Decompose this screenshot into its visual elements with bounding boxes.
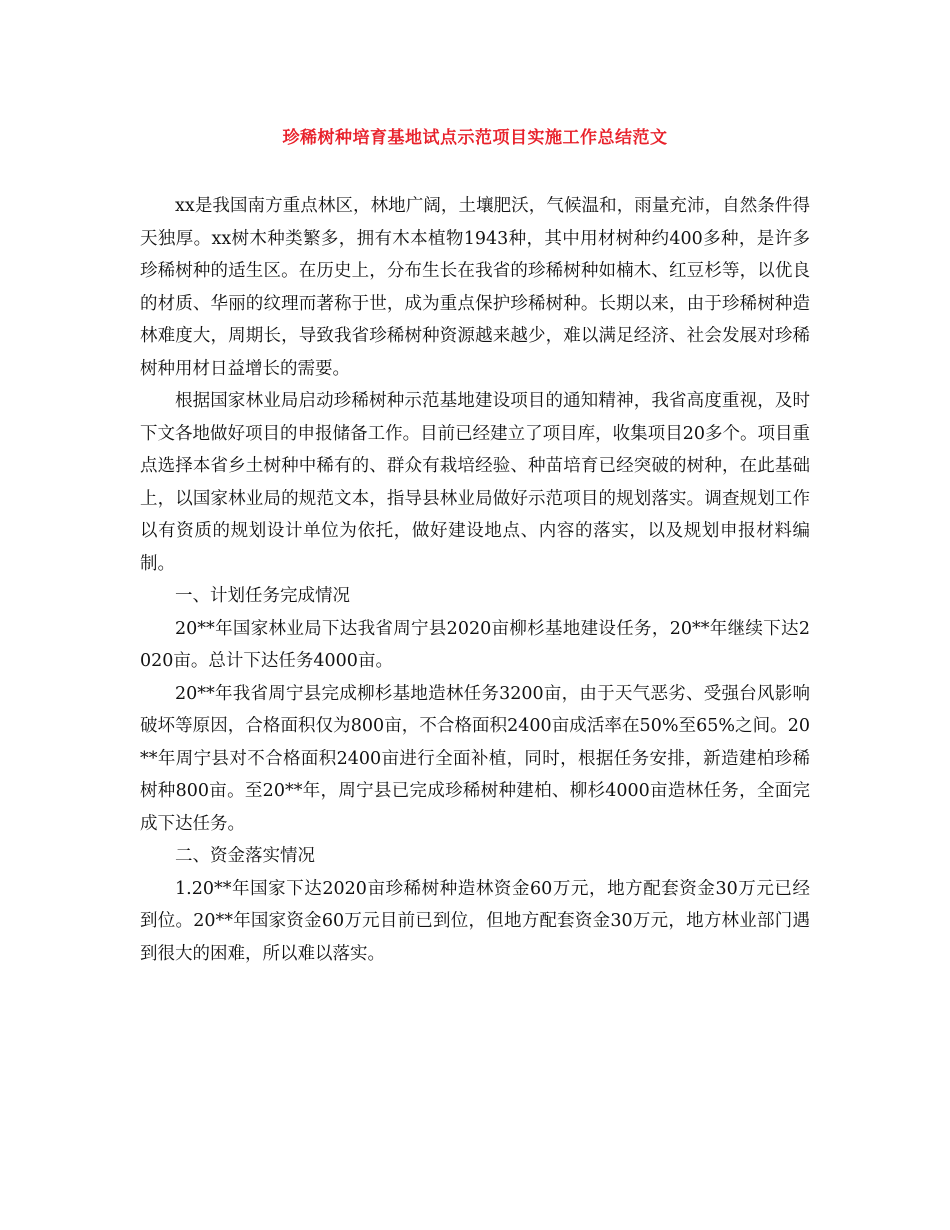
document-title: 珍稀树种培育基地试点示范项目实施工作总结范文 xyxy=(282,128,668,148)
section-heading-funding: 二、资金落实情况 xyxy=(175,846,315,866)
paragraph-intro: xx是我国南方重点林区，林地广阔，土壤肥沃，气候温和，雨量充沛，自然条件得天独厚。xx树木种类繁多，拥有木本植物1943种，其中用材树种约400多种，是许多珍稀树种的适生区。在历史上，分布生长在我省的珍稀树种如楠木、红豆杉等，以优良的材质、华丽的纹理而著称于世，成为重点保护珍稀树种。长期以来，由于珍稀树种造林难度大，周期长，导致我省珍稀树种资源越来越少，难以满足经济、社会发展对珍稀树种用材日益增长的需要。 xyxy=(140,196,810,379)
paragraph-plan-tasks-issued: 20**年国家林业局下达我省周宁县2020亩柳杉基地建设任务，20**年继续下达2020亩。总计下达任务4000亩。 xyxy=(140,618,810,671)
paragraph-funding-details: 1.20**年国家下达2020亩珍稀树种造林资金60万元，地方配套资金30万元已经到位。20**年国家资金60万元目前已到位，但地方配套资金30万元，地方林业部门遇到很大的困难，所以难以落实。 xyxy=(140,878,810,964)
section-heading-plan-tasks: 一、计划任务完成情况 xyxy=(175,586,350,606)
paragraph-project-background: 根据国家林业局启动珍稀树种示范基地建设项目的通知精神，我省高度重视，及时下文各地做好项目的申报储备工作。目前已经建立了项目库，收集项目20多个。项目重点选择本省乡土树种中稀有的、群众有栽培经验、种苗培育已经突破的树种，在此基础上，以国家林业局的规范文本，指导县林业局做好示范项目的规划落实。调查规划工作以有资质的规划设计单位为依托，做好建设地点、内容的落实，以及规划申报材料编制。 xyxy=(140,391,810,574)
paragraph-plan-tasks-completed: 20**年我省周宁县完成柳杉基地造林任务3200亩，由于天气恶劣、受强台风影响破坏等原因，合格面积仅为800亩，不合格面积2400亩成活率在50%至65%之间。20**年周宁县对不合格面积2400亩进行全面补植，同时，根据任务安排，新造建柏珍稀树种800亩。至20**年，周宁县已完成珍稀树种建柏、柳杉4000亩造林任务，全面完成下达任务。 xyxy=(140,683,810,834)
